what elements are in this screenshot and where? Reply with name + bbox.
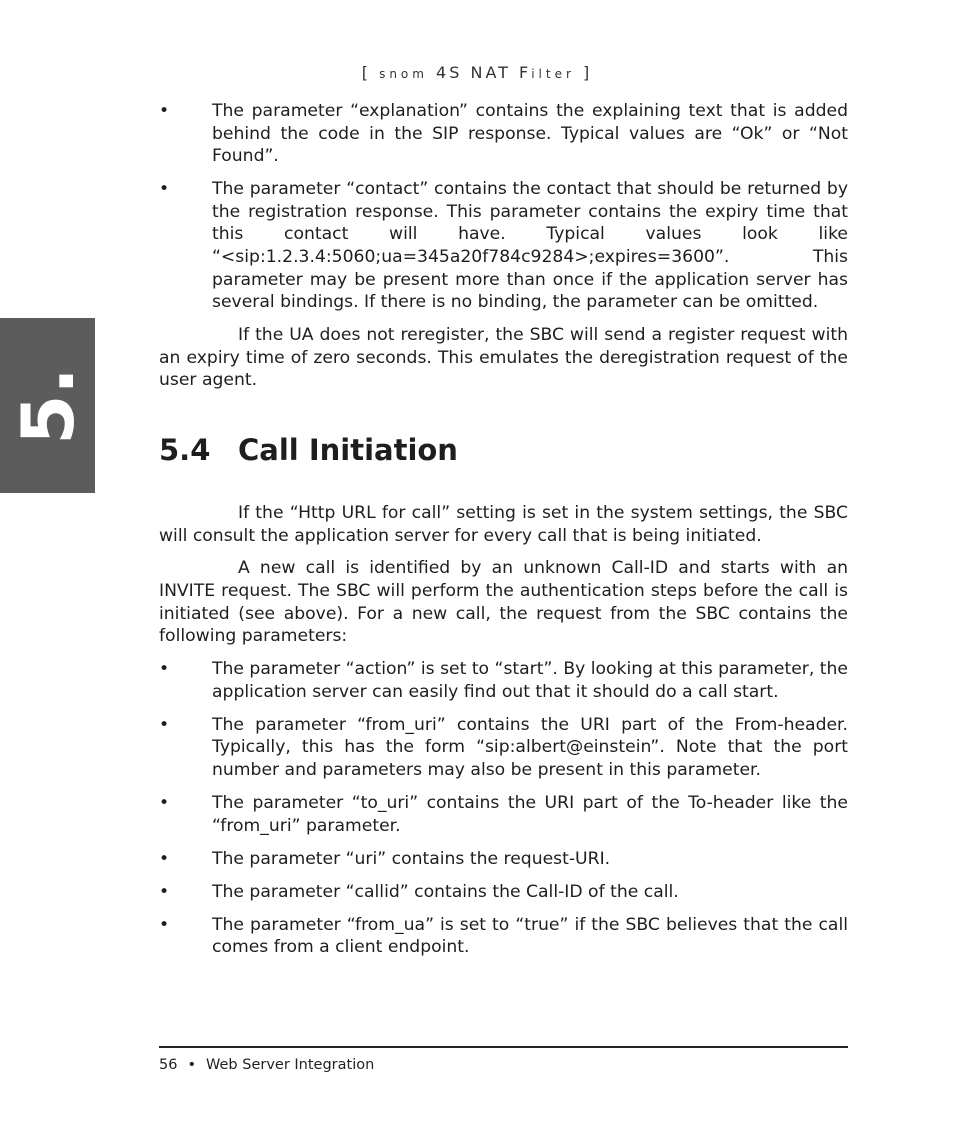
intro-paragraph: If the UA does not reregister, the SBC will send a register request with an expiry time of zero seconds. This emulates the deregistration request of the user agent.: [159, 325, 848, 391]
bullet-symbol: •: [159, 659, 170, 680]
header-model: 4S NAT: [436, 63, 511, 82]
list-item: [159, 100, 848, 168]
list-item-text: The parameter “uri” contains the request-URI.: [212, 848, 611, 869]
page-footer: [159, 1057, 374, 1073]
list-item-text: The parameter “explanation” contains the explaining text that is added behind the code in the SIP response. Typical values are “Ok” or “Not Found”.: [212, 101, 848, 167]
list-item-text: The parameter “callid” contains the Call-ID of the call.: [212, 881, 679, 902]
bullet-symbol: •: [159, 914, 170, 935]
bullet-symbol: •: [159, 848, 170, 869]
list-item: [159, 792, 848, 837]
body-paragraph: If the “Http URL for call” setting is set in the system settings, the SBC will consult the application server for every call that is being initiated.: [159, 502, 848, 546]
list-item: [159, 881, 848, 904]
list-item-text: The parameter “from_ua” is set to “true” if the SBC believes that the call comes from a client endpoint.: [212, 914, 848, 958]
chapter-tab: [0, 318, 95, 493]
section-number: 5.4: [159, 432, 211, 467]
list-item: [159, 914, 848, 959]
bullet-symbol: •: [159, 793, 170, 813]
page-content: [159, 100, 848, 969]
list-item: [159, 848, 848, 871]
bullet-symbol: •: [159, 881, 170, 902]
header-filter-initial: F: [519, 63, 532, 82]
list-item-text: The parameter “contact” contains the contact that should be returned by the registration response. This parameter contains the expiry time that this contact will have. Typical values look like “<sip:1.2.3.4:5060;ua=345a20f784c9284>;expires=3600”. This parameter may be present more than once if the application server has several bindings. If there is no binding, the parameter can be omitted.: [212, 179, 848, 313]
header-prefix: snom: [379, 67, 428, 81]
body-paragraph: A new call is identified by an unknown Call-ID and starts with an INVITE request. The SBC will perform the authentication steps before the call is initiated (see above). For a new call, the request from the SBC contains the following parameters:: [159, 558, 848, 647]
footer-section-name: Web Server Integration: [206, 1057, 375, 1073]
list-item: [159, 658, 848, 703]
section-title: Call Initiation: [238, 432, 458, 467]
list-item: [159, 714, 848, 782]
list-item-text: The parameter “from_uri” contains the URI part of the From-header. Typically, this has the form “sip:albert@einstein”. Note that the port number and parameters may also be present in this parameter.: [212, 714, 848, 781]
footer-separator: •: [187, 1057, 197, 1073]
list-item-text: The parameter “to_uri” contains the URI part of the To-header like the “from_uri” parameter.: [212, 793, 848, 836]
list-item: [159, 178, 848, 314]
bullet-symbol: •: [159, 179, 170, 200]
header-bracket-open: [: [361, 63, 371, 82]
bullet-symbol: •: [159, 101, 170, 121]
footer-divider: [159, 1046, 848, 1048]
chapter-tab-label: 5.: [5, 366, 90, 445]
bullet-symbol: •: [159, 714, 170, 735]
section-heading: [159, 432, 848, 468]
list-item-text: The parameter “action” is set to “start”. By looking at this parameter, the application server can easily find out that it should do a call start.: [212, 659, 848, 702]
header-bracket-close: ]: [583, 63, 593, 82]
running-header: [0, 63, 954, 82]
header-filter-rest: ilter: [531, 67, 575, 81]
page-number: 56: [159, 1057, 178, 1073]
